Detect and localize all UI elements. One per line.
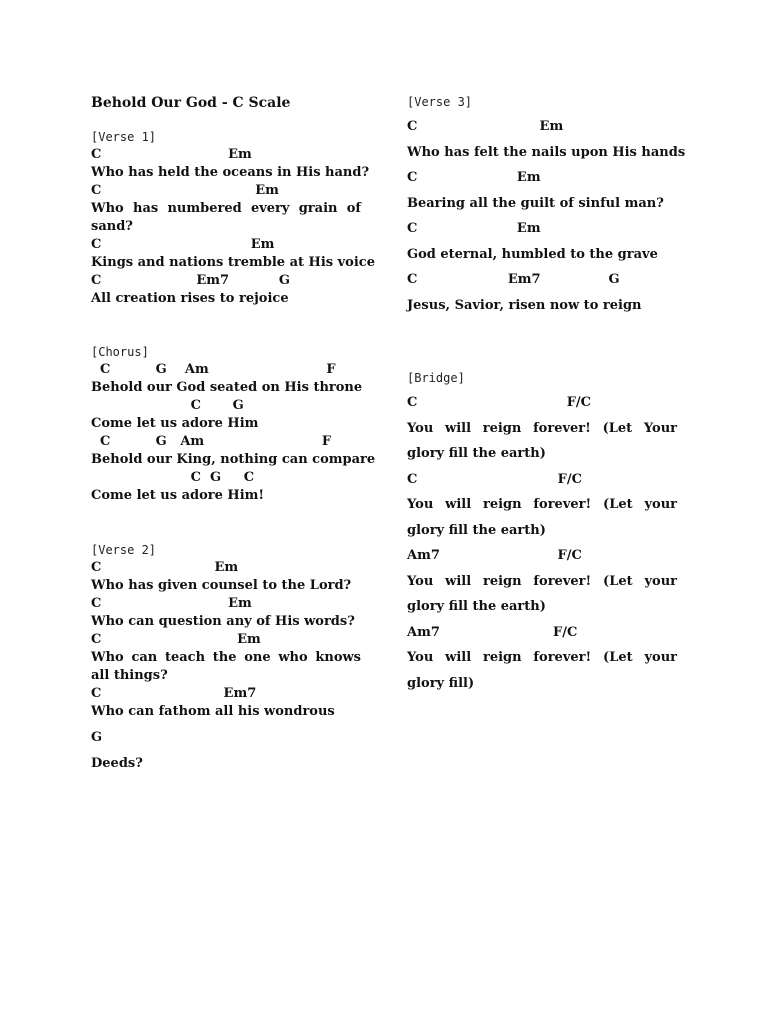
chord-line: C Em: [91, 596, 252, 611]
section-tag: [Verse 1]: [91, 130, 157, 144]
lyric-line: You will reign forever! (Let your glory fill): [407, 650, 677, 691]
lyric-line: Who has felt the nails upon His hands: [407, 144, 686, 160]
song-title: Behold Our God - C Scale: [91, 95, 291, 111]
lyric-line: You will reign forever! (Let your glory fill the earth): [407, 573, 677, 614]
chorus-section: [91, 343, 376, 505]
section-tag: [Verse 2]: [91, 543, 157, 557]
chord-line: Am7 F/C: [407, 548, 582, 563]
lyric-line: All creation rises to rejoice: [91, 291, 289, 306]
chord-line: C Em: [91, 237, 275, 252]
lyric-line: Come let us adore Him: [91, 416, 259, 431]
chord-line: C G: [91, 398, 244, 413]
chord-line: C Em: [91, 183, 279, 198]
lyric-line: Bearing all the guilt of sinful man?: [407, 195, 664, 211]
chord-line: C Em: [91, 632, 261, 647]
lyric-line: Kings and nations tremble at His voice: [91, 255, 375, 270]
lyric-line: Who has numbered every grain of sand?: [91, 201, 361, 234]
lyric-line: You will reign forever! (Let Your glory fill the earth): [407, 420, 677, 461]
lyric-line: God eternal, humbled to the grave: [407, 246, 658, 262]
line-gap: [91, 747, 361, 755]
lyric-line: You will reign forever! (Let your glory fill the earth): [407, 497, 677, 538]
lyric-line: Come let us adore Him!: [91, 488, 265, 503]
chord-line: C Em: [407, 170, 541, 185]
chord-line: C G Am F: [91, 362, 336, 377]
line-gap: [91, 721, 361, 729]
section-tag: [Chorus]: [91, 345, 149, 359]
chord-line: C Em7 G: [407, 272, 620, 287]
lyric-line: Who has held the oceans in His hand?: [91, 165, 370, 180]
chord-line: C Em7 G: [91, 273, 290, 288]
chord-line: C Em7: [91, 686, 257, 701]
verse-1-section: [91, 128, 375, 308]
lyric-line: Jesus, Savior, risen now to reign: [407, 297, 642, 313]
chord-line: C Em: [91, 147, 252, 162]
lyric-line: Behold our King, nothing can compare: [91, 452, 376, 467]
verse-2-section: [91, 541, 361, 773]
section-tag: [Verse 3]: [407, 95, 473, 109]
chord-line: G: [91, 730, 103, 745]
chord-line: C F/C: [407, 471, 582, 487]
bridge-section: [407, 366, 677, 696]
chord-line: C Em: [407, 119, 564, 134]
chord-line: C Em: [407, 221, 541, 236]
chord-line: C G C: [91, 470, 255, 485]
chord-line: C Em: [91, 560, 239, 575]
lyric-line: Who can question any of His words?: [91, 614, 355, 629]
chord-line: C F/C: [407, 395, 592, 410]
verse-3-section: [407, 90, 686, 318]
lyric-line: Deeds?: [91, 756, 143, 771]
chord-line: C G Am F: [91, 434, 332, 449]
chord-line: Am7 F/C: [407, 624, 578, 640]
lyric-line: Who can teach the one who knows all things?: [91, 650, 361, 683]
lyric-line: Who can fathom all his wondrous: [91, 704, 335, 719]
section-tag: [Bridge]: [407, 371, 465, 385]
lyric-line: Who has given counsel to the Lord?: [91, 578, 352, 593]
lyric-line: Behold our God seated on His throne: [91, 380, 363, 395]
